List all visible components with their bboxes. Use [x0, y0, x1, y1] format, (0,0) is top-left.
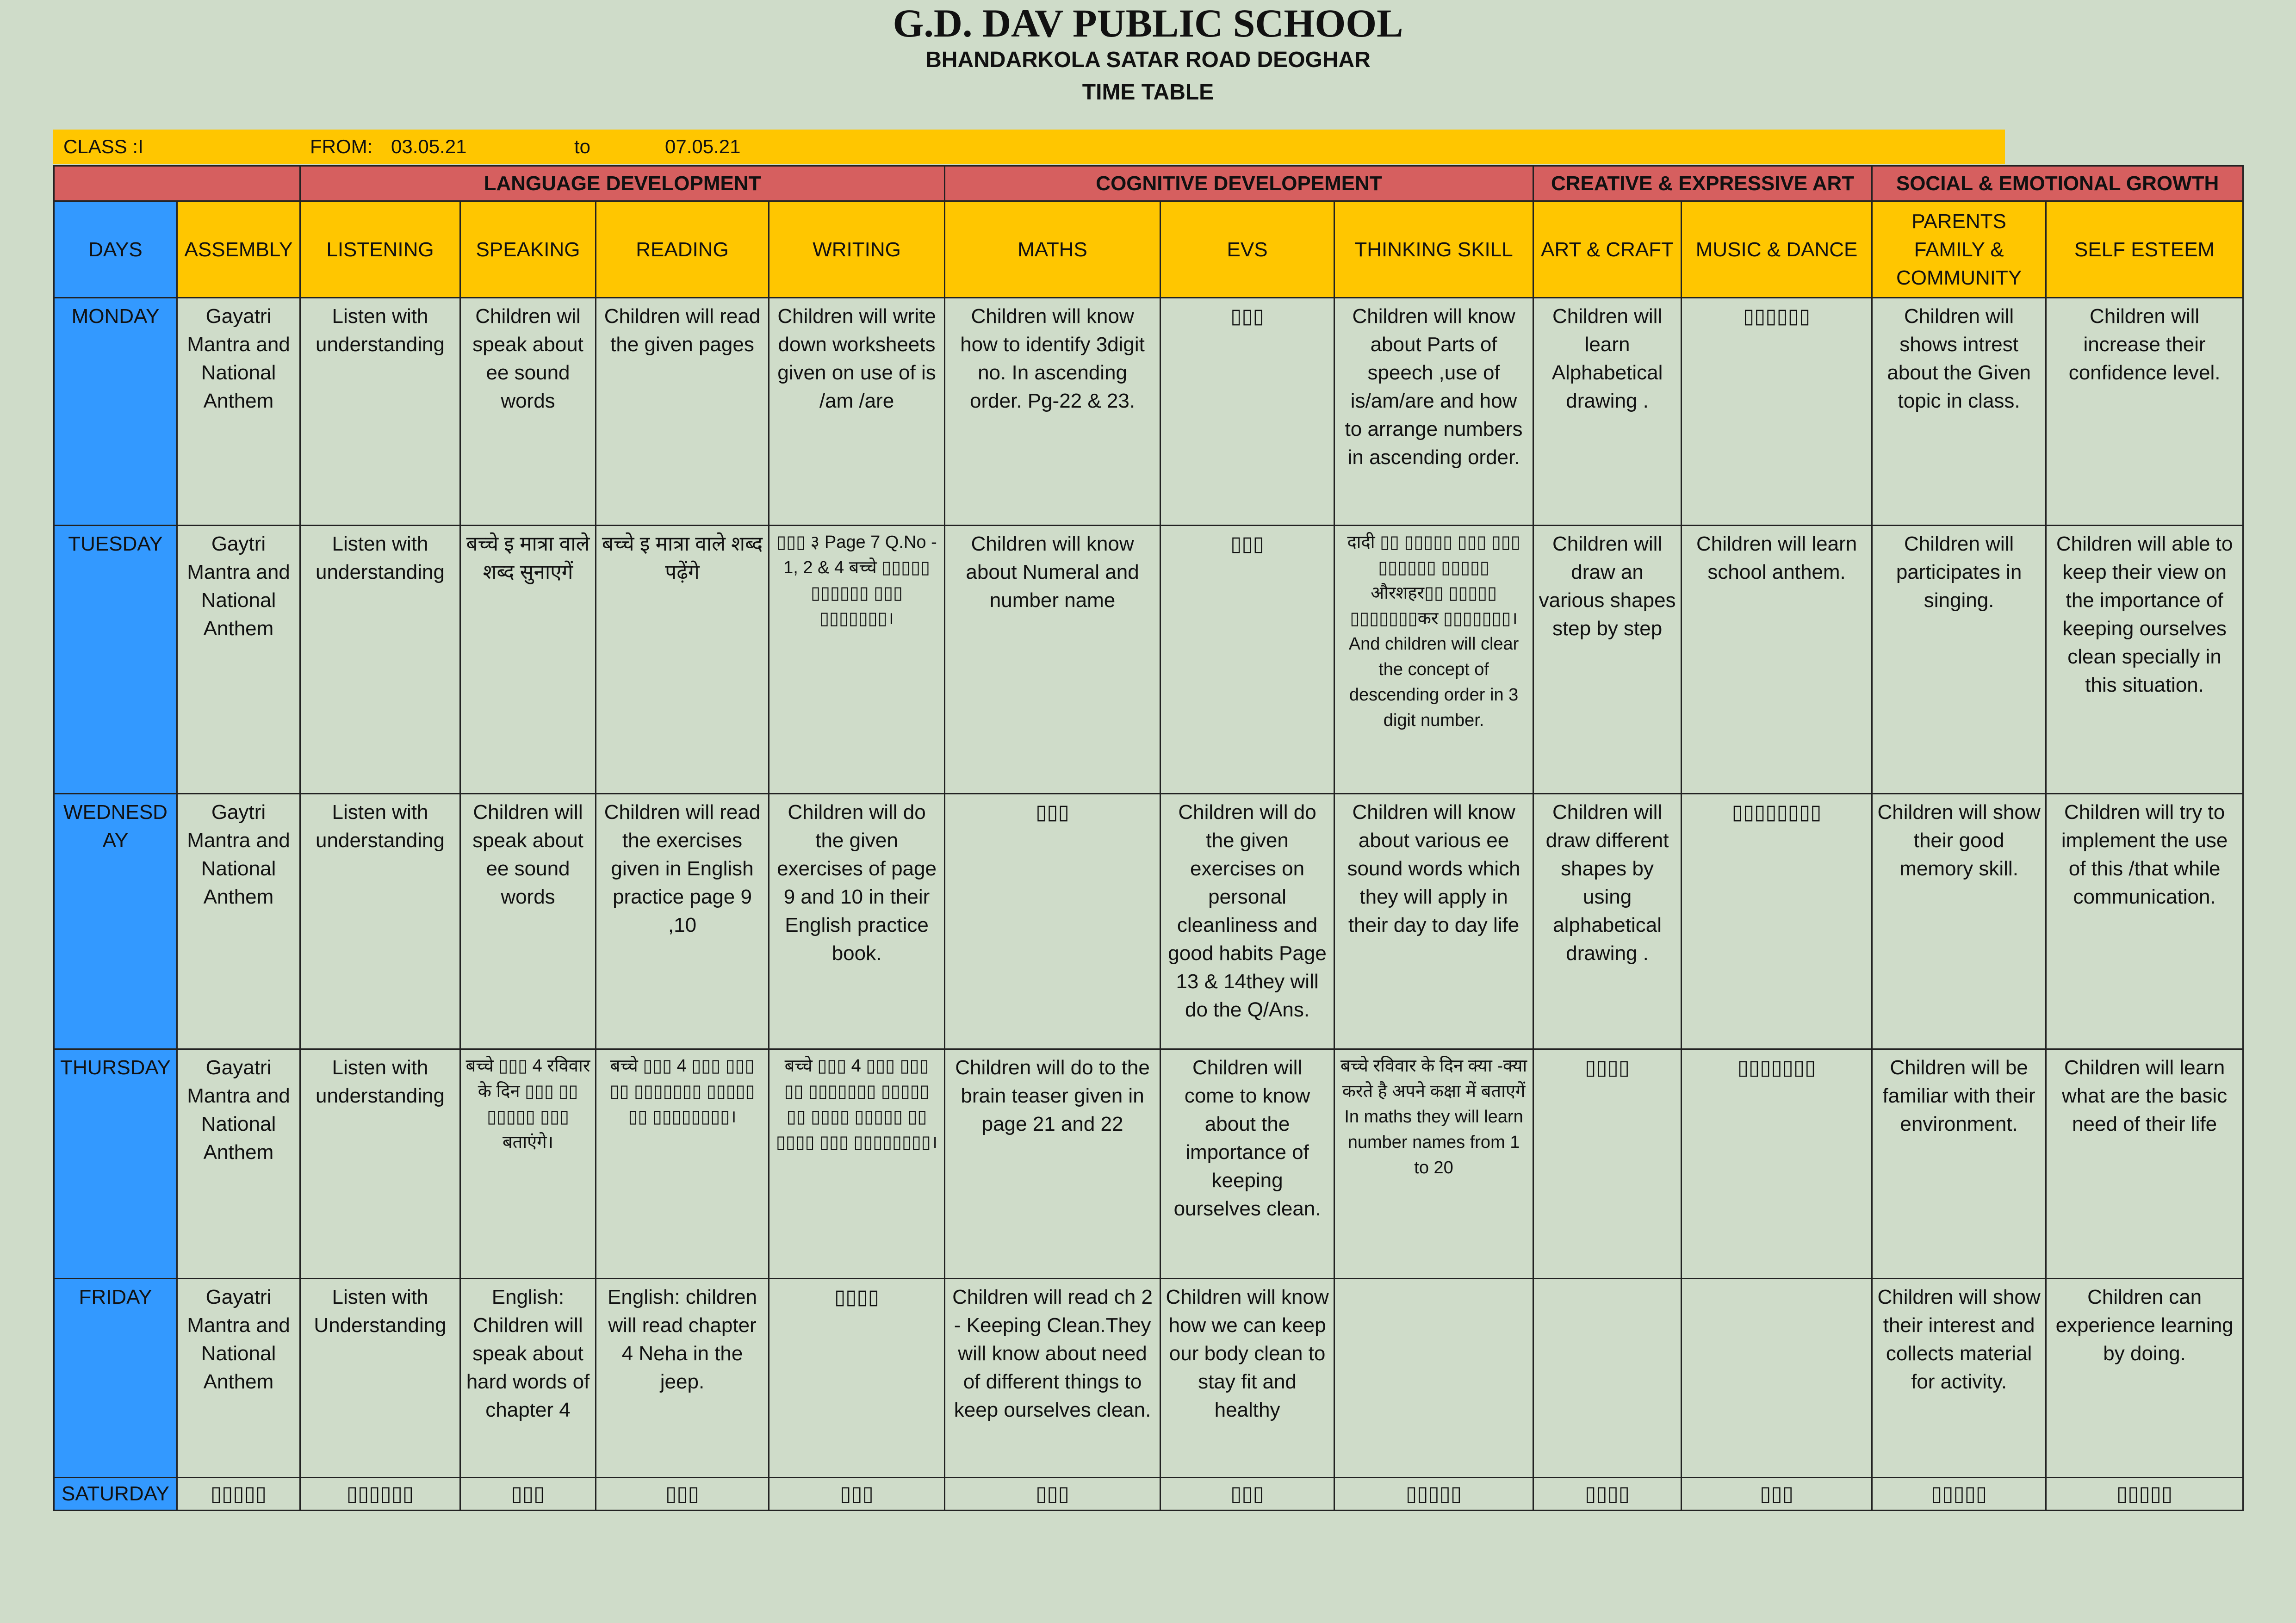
- table-cell: ▯▯▯▯▯▯: [300, 1478, 460, 1511]
- table-cell: ▯▯▯▯▯: [1872, 1478, 2046, 1511]
- table-cell: Listen with understanding: [300, 1049, 460, 1279]
- table-cell: ▯▯▯▯▯▯▯: [1682, 1049, 1872, 1279]
- day-cell: SATURDAY: [54, 1478, 177, 1511]
- col-header-thinking-skill: THINKING SKILL: [1334, 201, 1533, 298]
- group-header-row: [54, 166, 2243, 201]
- table-cell: Children will do the given exercises of page 9 and 10 in their English practice book.: [769, 794, 945, 1049]
- table-cell: [1334, 1279, 1533, 1478]
- group-language: LANGUAGE DEVELOPMENT: [300, 166, 945, 201]
- table-cell: Children will read ch 2 - Keeping Clean.They will know about need of different things to keep ourselves clean.: [945, 1279, 1160, 1478]
- table-cell: Children will participates in singing.: [1872, 526, 2046, 794]
- col-header-art-craft: ART & CRAFT: [1533, 201, 1682, 298]
- day-cell: TUESDAY: [54, 526, 177, 794]
- table-cell: Gayatri Mantra and National Anthem: [177, 1049, 300, 1279]
- table-cell: ▯▯▯▯: [1533, 1478, 1682, 1511]
- table-cell: [1682, 1279, 1872, 1478]
- table-cell: ▯▯▯: [596, 1478, 769, 1511]
- table-cell: Children will come to know about the importance of keeping ourselves clean.: [1160, 1049, 1334, 1279]
- group-blank: [54, 166, 300, 201]
- table-cell: ▯▯▯ ३ Page 7 Q.No - 1, 2 & 4 बच्चे ▯▯▯▯▯ ▯▯▯▯▯▯ ▯▯▯ ▯▯▯▯▯▯▯।: [769, 526, 945, 794]
- table-cell: Children will be familiar with their environment.: [1872, 1049, 2046, 1279]
- col-header-reading: READING: [596, 201, 769, 298]
- table-cell: English: children will read chapter 4 Neha in the jeep.: [596, 1279, 769, 1478]
- table-cell: ▯▯▯: [1160, 1478, 1334, 1511]
- timetable: [53, 165, 2244, 1511]
- table-cell: Children will draw different shapes by using alphabetical drawing .: [1533, 794, 1682, 1049]
- table-cell: ▯▯▯▯: [1533, 1049, 1682, 1279]
- col-header-assembly: ASSEMBLY: [177, 201, 300, 298]
- table-row-thursday: [54, 1049, 2243, 1279]
- table-cell: Children will speak about ee sound words: [460, 794, 596, 1049]
- table-row-monday: [54, 298, 2243, 526]
- table-cell: Gayatri Mantra and National Anthem: [177, 298, 300, 526]
- col-header-writing: WRITING: [769, 201, 945, 298]
- table-cell: ▯▯▯: [1682, 1478, 1872, 1511]
- table-cell: Children will able to keep their view on the importance of keeping ourselves clean specially in this situation.: [2046, 526, 2243, 794]
- table-cell: Gaytri Mantra and National Anthem: [177, 794, 300, 1049]
- table-cell: Listen with Understanding: [300, 1279, 460, 1478]
- table-cell: Children will show their interest and collects material for activity.: [1872, 1279, 2046, 1478]
- school-name: G.D. DAV PUBLIC SCHOOL: [893, 1, 1403, 45]
- table-cell: Children will read the given pages: [596, 298, 769, 526]
- table-cell: ▯▯▯▯▯: [1334, 1478, 1533, 1511]
- from-date: 03.05.21: [391, 136, 467, 157]
- class-info-bar: [53, 130, 2005, 164]
- group-cognitive: COGNITIVE DEVELOPEMENT: [945, 166, 1533, 201]
- table-cell: ▯▯▯: [1160, 526, 1334, 794]
- day-cell: FRIDAY: [54, 1279, 177, 1478]
- table-cell: Listen with understanding: [300, 526, 460, 794]
- table-cell: बच्चे ▯▯▯ 4 ▯▯▯ ▯▯▯ ▯▯ ▯▯▯▯▯▯▯ ▯▯▯▯▯ ▯▯ ▯▯▯▯▯▯▯▯।: [596, 1049, 769, 1279]
- table-cell: ▯▯▯: [460, 1478, 596, 1511]
- table-row-friday: [54, 1279, 2243, 1478]
- col-header-parents-family: PARENTS FAMILY & COMMUNITY: [1872, 201, 2046, 298]
- table-cell: Listen with understanding: [300, 794, 460, 1049]
- table-cell: English: Children will speak about hard words of chapter 4: [460, 1279, 596, 1478]
- table-cell: Children will shows intrest about the Given topic in class.: [1872, 298, 2046, 526]
- table-cell: ▯▯▯: [945, 794, 1160, 1049]
- table-cell: Children will increase their confidence level.: [2046, 298, 2243, 526]
- table-cell: Children will show their good memory skill.: [1872, 794, 2046, 1049]
- table-cell: ▯▯▯▯▯: [2046, 1478, 2243, 1511]
- table-cell: Children will learn school anthem.: [1682, 526, 1872, 794]
- table-cell: Gayatri Mantra and National Anthem: [177, 1279, 300, 1478]
- column-header-row: [54, 201, 2243, 298]
- table-cell: बच्चे इ मात्रा वाले शब्द पढ़ेंगे: [596, 526, 769, 794]
- table-cell: Children will learn Alphabetical drawing .: [1533, 298, 1682, 526]
- table-cell: Gaytri Mantra and National Anthem: [177, 526, 300, 794]
- group-social: SOCIAL & EMOTIONAL GROWTH: [1872, 166, 2243, 201]
- col-header-days: DAYS: [54, 201, 177, 298]
- day-cell: THURSDAY: [54, 1049, 177, 1279]
- table-row-wednesday: [54, 794, 2243, 1049]
- table-cell: बच्चे ▯▯▯ 4 रविवार के दिन ▯▯▯ ▯▯ ▯▯▯▯▯ ▯▯▯ बताएंगे।: [460, 1049, 596, 1279]
- to-date: 07.05.21: [665, 136, 741, 157]
- from-label: FROM:: [310, 136, 373, 157]
- table-cell: Children will do the given exercises on personal cleanliness and good habits Page 13 & 14they will do the Q/Ans.: [1160, 794, 1334, 1049]
- table-cell: ▯▯▯: [769, 1478, 945, 1511]
- col-header-self-esteem: SELF ESTEEM: [2046, 201, 2243, 298]
- table-cell: Children will know how we can keep our body clean to stay fit and healthy: [1160, 1279, 1334, 1478]
- col-header-speaking: SPEAKING: [460, 201, 596, 298]
- col-header-listening: LISTENING: [300, 201, 460, 298]
- col-header-music-dance: MUSIC & DANCE: [1682, 201, 1872, 298]
- table-cell: Children will learn what are the basic need of their life: [2046, 1049, 2243, 1279]
- to-label: to: [574, 136, 591, 157]
- day-cell: WEDNESDAY: [54, 794, 177, 1049]
- table-cell: Children can experience learning by doing.: [2046, 1279, 2243, 1478]
- table-cell: Listen with understanding: [300, 298, 460, 526]
- table-cell: Children will draw an various shapes step by step: [1533, 526, 1682, 794]
- table-cell: बच्चे इ मात्रा वाले शब्द सुनाएगें: [460, 526, 596, 794]
- table-cell: Children will know about Numeral and number name: [945, 526, 1160, 794]
- table-cell: दादी ▯▯ ▯▯▯▯▯ ▯▯▯ ▯▯▯ ▯▯▯▯▯▯ ▯▯▯▯▯ औरशहर▯▯ ▯▯▯▯▯ ▯▯▯▯▯▯▯कर ▯▯▯▯▯▯▯। And children will clear the concept of descending order in 3 digit number.: [1334, 526, 1533, 794]
- table-cell: Children will know how to identify 3digit no. In ascending order. Pg-22 & 23.: [945, 298, 1160, 526]
- table-row-saturday: [54, 1478, 2243, 1511]
- group-creative: CREATIVE & EXPRESSIVE ART: [1533, 166, 1872, 201]
- day-cell: MONDAY: [54, 298, 177, 526]
- table-cell: ▯▯▯: [945, 1478, 1160, 1511]
- table-cell: ▯▯▯▯▯: [177, 1478, 300, 1511]
- document-title: TIME TABLE: [1082, 80, 1214, 105]
- school-address: BHANDARKOLA SATAR ROAD DEOGHAR: [925, 48, 1371, 72]
- table-cell: ▯▯▯: [1160, 298, 1334, 526]
- col-header-evs: EVS: [1160, 201, 1334, 298]
- table-cell: ▯▯▯▯▯▯▯▯: [1682, 794, 1872, 1049]
- table-cell: बच्चे रविवार के दिन क्या -क्या करते है अपने कक्षा में बताएगें In maths they will learn number names from 1 to 20: [1334, 1049, 1533, 1279]
- table-cell: Children will do to the brain teaser given in page 21 and 22: [945, 1049, 1160, 1279]
- class-label: CLASS :I: [63, 136, 143, 157]
- table-cell: ▯▯▯▯: [769, 1279, 945, 1478]
- table-cell: Children wil speak about ee sound words: [460, 298, 596, 526]
- table-cell: Children will read the exercises given in English practice page 9 ,10: [596, 794, 769, 1049]
- col-header-maths: MATHS: [945, 201, 1160, 298]
- table-cell: बच्चे ▯▯▯ 4 ▯▯▯ ▯▯▯ ▯▯ ▯▯▯▯▯▯▯ ▯▯▯▯▯ ▯▯ ▯▯▯▯ ▯▯▯▯▯ ▯▯ ▯▯▯▯ ▯▯▯ ▯▯▯▯▯▯▯▯।: [769, 1049, 945, 1279]
- table-cell: Children will try to implement the use of this /that while communication.: [2046, 794, 2243, 1049]
- table-cell: Children will know about various ee sound words which they will apply in their day to day life: [1334, 794, 1533, 1049]
- table-cell: ▯▯▯▯▯▯: [1682, 298, 1872, 526]
- table-cell: Children will know about Parts of speech ,use of is/am/are and how to arrange numbers in ascending order.: [1334, 298, 1533, 526]
- table-cell: [1533, 1279, 1682, 1478]
- table-cell: Children will write down worksheets given on use of is /am /are: [769, 298, 945, 526]
- table-row-tuesday: [54, 526, 2243, 794]
